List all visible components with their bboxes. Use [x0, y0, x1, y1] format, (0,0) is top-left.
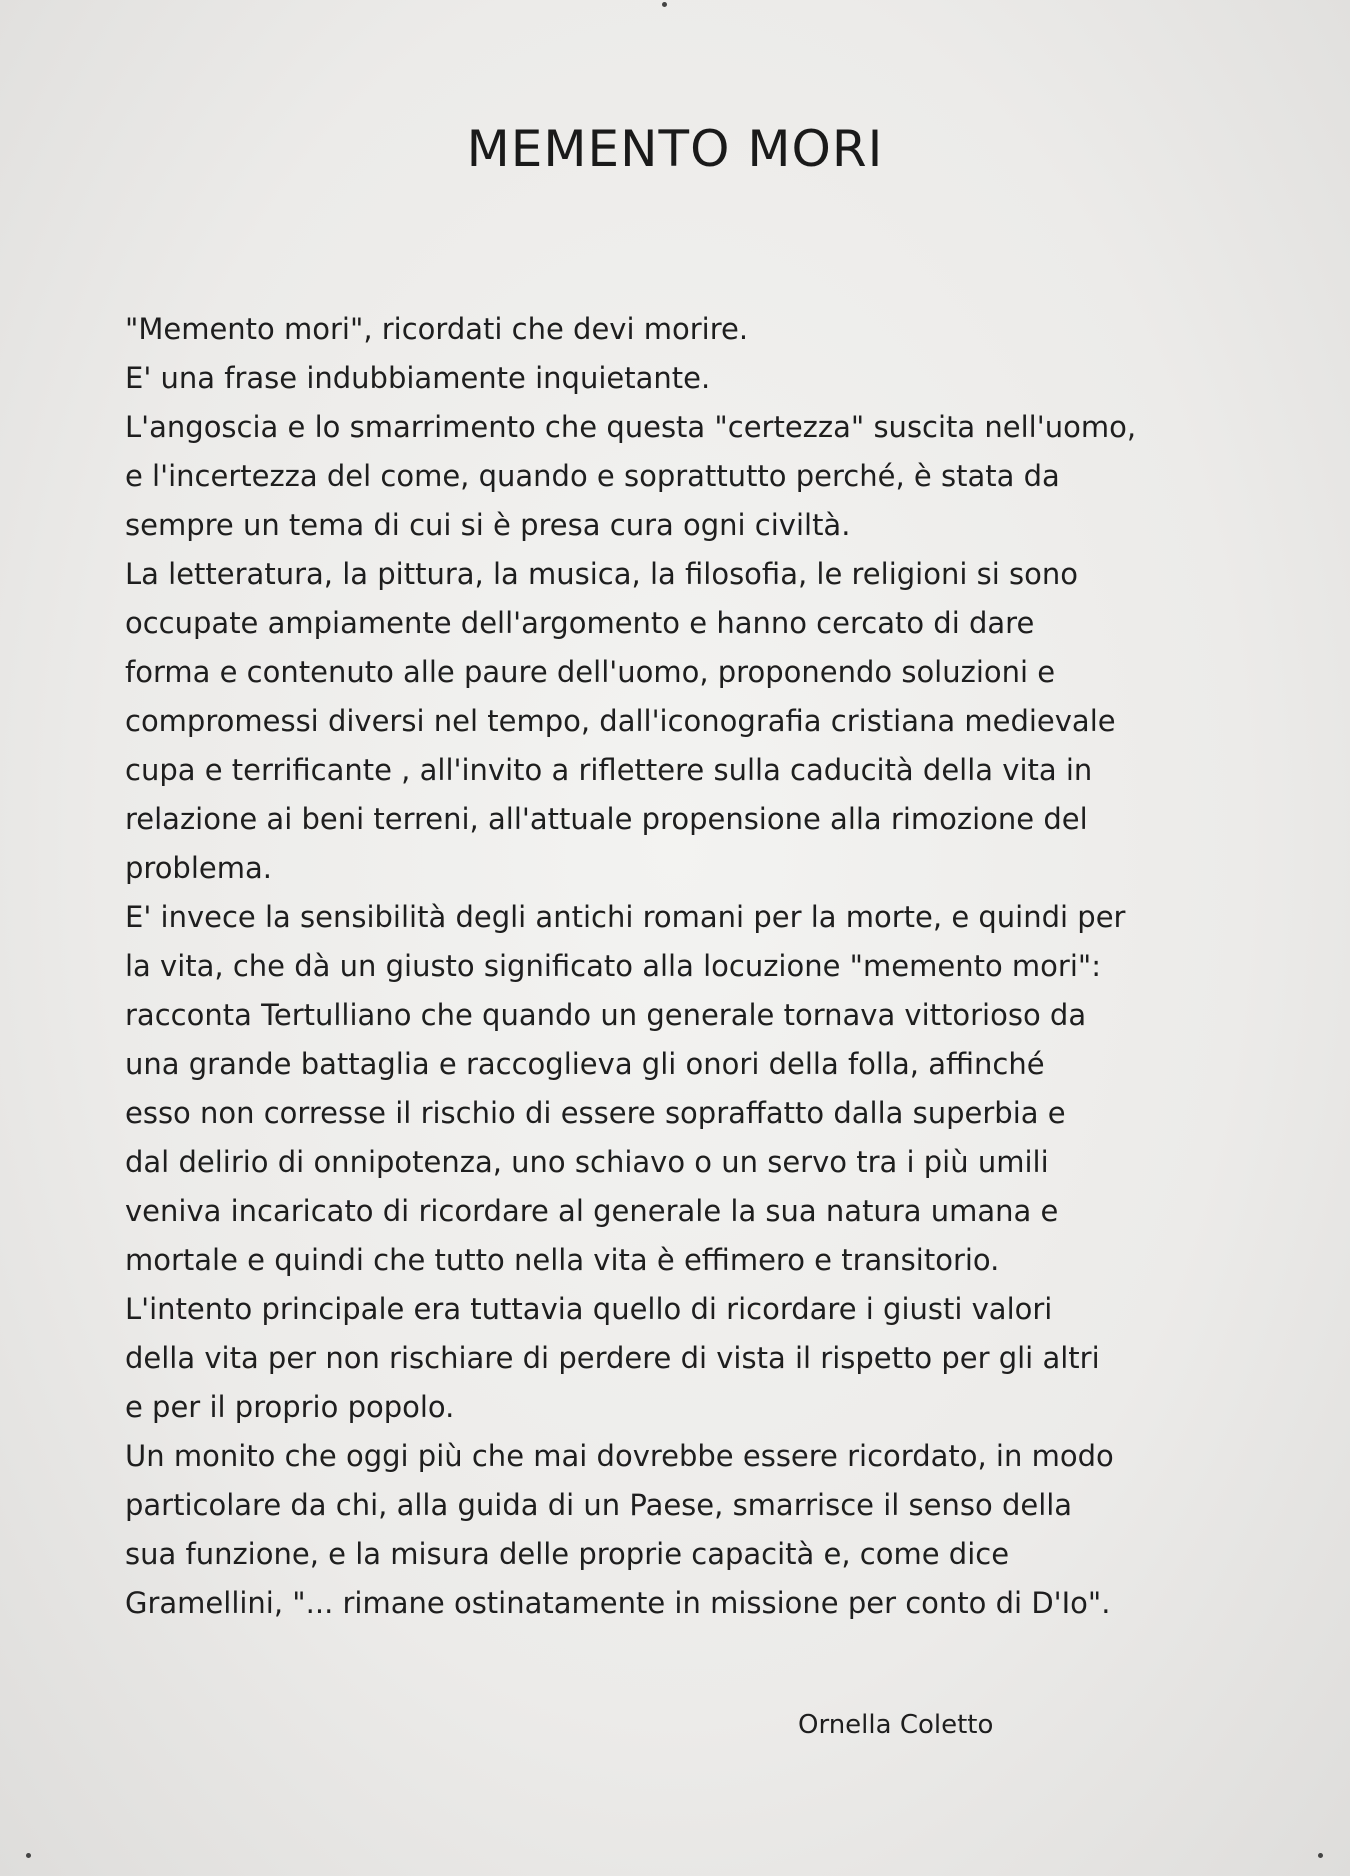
text-line: la vita, che dà un giusto significato alla locuzione "memento mori":	[125, 949, 1101, 983]
text-line: della vita per non rischiare di perdere di vista il rispetto per gli altri	[125, 1341, 1100, 1375]
page-title: MEMENTO MORI	[466, 120, 884, 178]
text-line: dal delirio di onnipotenza, uno schiavo o un servo tra i più umili	[125, 1145, 1049, 1179]
text-line: mortale e quindi che tutto nella vita è effimero e transitorio.	[125, 1243, 1000, 1277]
pin-hole-bottom-left	[26, 1853, 31, 1858]
text-line: una grande battaglia e raccoglieva gli onori della folla, affinché	[125, 1047, 1045, 1081]
pin-hole-top	[662, 2, 667, 7]
text-line: La letteratura, la pittura, la musica, la filosofia, le religioni si sono	[125, 557, 1078, 591]
text-line: problema.	[125, 851, 272, 885]
text-line: particolare da chi, alla guida di un Paese, smarrisce il senso della	[125, 1488, 1073, 1522]
text-line: relazione ai beni terreni, all'attuale propensione alla rimozione del	[125, 802, 1088, 836]
text-line: E' una frase indubbiamente inquietante.	[125, 361, 711, 395]
text-line: e l'incertezza del come, quando e soprattutto perché, è stata da	[125, 459, 1060, 493]
text-line: Un monito che oggi più che mai dovrebbe essere ricordato, in modo	[125, 1439, 1114, 1473]
pin-hole-bottom-right	[1318, 1853, 1323, 1858]
text-line: E' invece la sensibilità degli antichi romani per la morte, e quindi per	[125, 900, 1126, 934]
text-line: L'intento principale era tuttavia quello di ricordare i giusti valori	[125, 1292, 1053, 1326]
text-line: forma e contenuto alle paure dell'uomo, proponendo soluzioni e	[125, 655, 1056, 689]
author-signature: Ornella Coletto	[798, 1710, 994, 1740]
body-text	[125, 305, 1235, 1628]
text-line: occupate ampiamente dell'argomento e hanno cercato di dare	[125, 606, 1035, 640]
text-line: compromessi diversi nel tempo, dall'iconografia cristiana medievale	[125, 704, 1116, 738]
text-line: esso non corresse il rischio di essere sopraffatto dalla superbia e	[125, 1096, 1066, 1130]
text-line: racconta Tertulliano che quando un generale tornava vittorioso da	[125, 998, 1087, 1032]
text-line: sempre un tema di cui si è presa cura ogni civiltà.	[125, 508, 851, 542]
text-line: e per il proprio popolo.	[125, 1390, 455, 1424]
text-line: cupa e terrificante , all'invito a riflettere sulla caducità della vita in	[125, 753, 1093, 787]
text-line: sua funzione, e la misura delle proprie capacità e, come dice	[125, 1537, 1010, 1571]
text-line: Gramellini, "... rimane ostinatamente in missione per conto di D'Io".	[125, 1586, 1111, 1620]
text-line: veniva incaricato di ricordare al generale la sua natura umana e	[125, 1194, 1059, 1228]
text-line: L'angoscia e lo smarrimento che questa "certezza" suscita nell'uomo,	[125, 410, 1137, 444]
text-line: "Memento mori", ricordati che devi morire.	[125, 312, 749, 346]
